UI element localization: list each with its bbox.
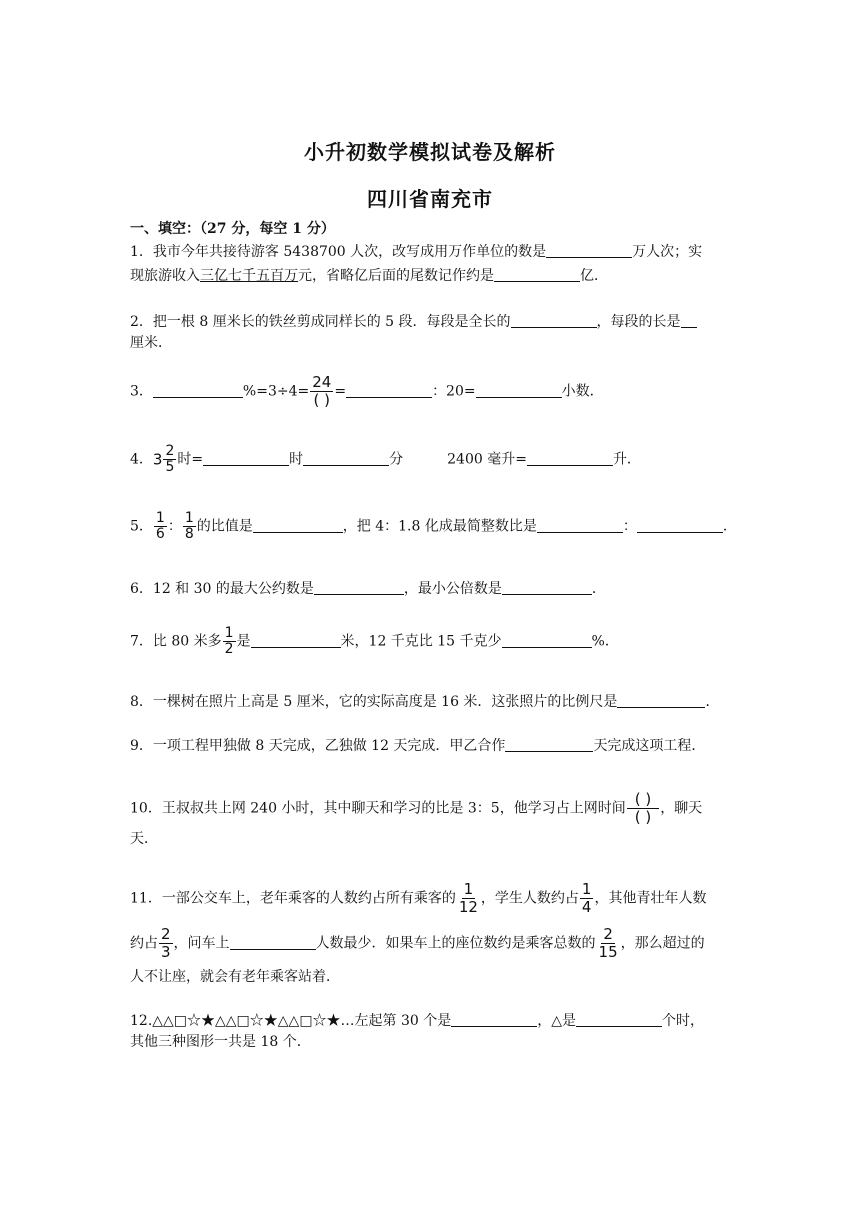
answer-blank[interactable] <box>203 451 289 466</box>
answer-blank[interactable] <box>476 383 562 398</box>
page-subtitle: 四川省南充市 <box>367 187 493 211</box>
answer-blank[interactable] <box>637 518 723 533</box>
answer-blank[interactable] <box>502 580 592 595</box>
answer-blank[interactable] <box>346 383 432 398</box>
question-10-line-2: 天． <box>130 831 158 847</box>
question-7: 7．比 80 米多 $\frac{1}{2}$ 是 米，12 千克比 15 千克少 %． <box>130 625 619 657</box>
question-12-line-2: 其他三种图形一共是 18 个． <box>130 1034 311 1050</box>
fraction: $\frac{1}{12}$ <box>458 880 478 916</box>
question-3: 3． %=3÷4= $\frac{24}{( )}$ = ：20= 小数． <box>130 373 604 409</box>
fraction: $\frac{1}{2}$ <box>224 625 234 657</box>
answer-blank[interactable] <box>251 633 341 648</box>
answer-blank[interactable] <box>511 313 597 328</box>
answer-blank[interactable] <box>153 383 243 398</box>
answer-blank[interactable] <box>253 518 343 533</box>
question-9: 9．一项工程甲独做 8 天完成，乙独做 12 天完成．甲乙合作 天完成这项工程． <box>130 738 706 754</box>
answer-blank[interactable] <box>230 935 316 950</box>
question-11-line-2: 约占 $\frac{2}{3}$ ，问车上 人数最少．如果车上的座位数约是乘客总数的 $\frac{2}{15}$ ，那么超过的 <box>130 925 705 961</box>
answer-blank[interactable] <box>537 518 623 533</box>
fraction: $\frac{2}{3}$ <box>161 925 171 961</box>
fraction: $\frac{24}{( )}$ <box>312 373 332 409</box>
answer-blank[interactable] <box>617 693 705 708</box>
answer-blank[interactable] <box>451 1012 537 1027</box>
question-10-line-1: 10．王叔叔共上网 240 小时，其中聊天和学习的比是 3：5，他学习占上网时间 $\frac{( )}{( )}$ ，聊天 <box>130 790 703 826</box>
question-4: 4．3 $\frac{2}{5}$ 时= 时 分 2400 毫升= 升． <box>130 443 641 475</box>
page-title: 小升初数学模拟试卷及解析 <box>304 140 556 164</box>
answer-blank[interactable] <box>681 313 697 328</box>
fraction: $\frac{2}{15}$ <box>598 925 618 961</box>
fraction: $\frac{1}{8}$ <box>184 510 194 542</box>
question-5: 5． $\frac{1}{6}$ ： $\frac{1}{8}$ 的比值是 ，把 4：1.8 化成最简整数比是 ： ． <box>130 510 737 542</box>
question-6: 6．12 和 30 的最大公约数是 ，最小公倍数是 ． <box>130 581 606 597</box>
section-heading: 一、填空：（27 分，每空 1 分） <box>130 221 335 237</box>
answer-blank[interactable] <box>314 580 404 595</box>
question-12-line-1: 12.△△□☆★△△□☆★△△□☆★…左起第 30 个是 ，△是 个时， <box>130 1013 705 1029</box>
underlined-amount: 三亿七千五百万 <box>200 268 298 284</box>
fraction: $\frac{2}{5}$ <box>165 443 175 475</box>
question-11-line-1: 11．一部公交车上，老年乘客的人数约占所有乘客的 $\frac{1}{12}$ ，学生人数约占 $\frac{1}{4}$ ，其他青壮年人数 <box>130 880 707 916</box>
answer-blank[interactable] <box>502 633 592 648</box>
question-1-line-1: 1．我市今年共接待游客 5438700 人次，改写成用万作单位的数是 万人次；实 <box>130 244 703 260</box>
answer-blank[interactable] <box>546 243 632 258</box>
answer-blank[interactable] <box>576 1012 662 1027</box>
answer-blank[interactable] <box>527 451 613 466</box>
fraction: $\frac{1}{4}$ <box>581 880 592 916</box>
question-8: 8．一棵树在照片上高是 5 厘米，它的实际高度是 16 米．这张照片的比例尺是 ． <box>130 694 720 710</box>
question-11-line-3: 人不让座，就会有老年乘客站着． <box>130 969 340 985</box>
answer-blank[interactable] <box>303 451 389 466</box>
question-2-line-1: 2．把一根 8 厘米长的铁丝剪成同样长的 5 段．每段是全长的 ，每段的长是 <box>130 313 697 331</box>
fraction: $\frac{( )}{( )}$ <box>627 791 659 826</box>
question-1-line-2: 现旅游收入三亿七千五百万元，省略亿后面的尾数记作约是 亿． <box>130 268 608 284</box>
answer-blank[interactable] <box>505 737 593 752</box>
question-2-line-2: 厘米． <box>130 335 172 351</box>
fraction: $\frac{1}{6}$ <box>155 510 165 542</box>
answer-blank[interactable] <box>494 267 580 282</box>
